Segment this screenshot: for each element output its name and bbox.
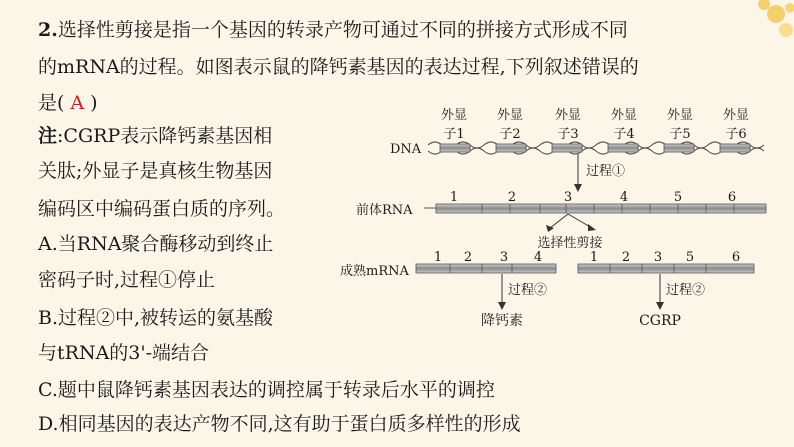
- answer-suffix: ): [90, 92, 98, 114]
- note-text-1: :CGRP表示降钙素基因相: [57, 125, 273, 147]
- pre-rna-bar: [436, 204, 766, 213]
- mature1-number-4: 4: [533, 250, 543, 265]
- process2-label-left: 过程②: [508, 283, 548, 298]
- exon-label-top-5: 外显: [666, 108, 694, 123]
- answer-text: A: [70, 92, 85, 114]
- option-a-line-2: 密码子时,过程①停止: [38, 269, 216, 291]
- pre-rna-number-3: 3: [563, 190, 573, 205]
- mature1-number-1: 1: [433, 250, 443, 265]
- mature-mrna-bar-1: [416, 264, 556, 273]
- pre-rna-label: 前体RNA: [356, 203, 413, 218]
- question-line-1: [38, 18, 628, 42]
- mature2-number-5: 6: [731, 250, 741, 265]
- note-line-1: [38, 124, 272, 148]
- mature2-number-1: 1: [589, 250, 599, 265]
- exon-label-bottom-3: 子3: [557, 127, 579, 142]
- mature2-number-4: 5: [685, 250, 695, 265]
- process1-arrowhead: [574, 184, 582, 192]
- dna-exon-2: [496, 144, 526, 152]
- answer-prefix: 是(: [38, 92, 65, 114]
- exon-label-top-2: 外显: [496, 108, 524, 123]
- question-line-2: 的mRNA的过程。如图表示鼠的降钙素基因的表达过程,下列叙述错误的: [38, 56, 639, 78]
- dna-exon-4: [608, 144, 638, 152]
- question-number: 2.: [38, 19, 58, 41]
- question-line-3: [38, 91, 98, 115]
- product-calcitonin: 降钙素: [481, 313, 523, 329]
- gene-expression-diagram: [340, 100, 780, 340]
- dna-label: DNA: [390, 142, 422, 157]
- mature2-number-2: 2: [621, 250, 631, 265]
- option-b-line-1: B.过程②中,被转运的氨基酸: [38, 307, 274, 329]
- note-line-2: 关肽;外显子是真核生物基因: [38, 160, 273, 182]
- splicing-label: 选择性剪接: [537, 236, 603, 251]
- exon-label-top-4: 外显: [610, 108, 638, 123]
- pre-rna-number-5: 5: [673, 190, 683, 205]
- mature1-number-2: 2: [463, 250, 473, 265]
- exon-label-bottom-5: 子5: [669, 127, 691, 142]
- option-a-line-1: A.当RNA聚合酶移动到终止: [38, 233, 274, 255]
- mature-mrna-bar-2: [578, 264, 754, 273]
- product-cgrp: CGRP: [639, 313, 681, 329]
- pre-rna-number-1: 1: [449, 190, 459, 205]
- exon-label-top-3: 外显: [554, 108, 582, 123]
- dna-exon-5: [664, 144, 694, 152]
- exon-label-top-1: 外显: [440, 108, 468, 123]
- dna-exon-3: [552, 144, 582, 152]
- option-c: C.题中鼠降钙素基因表达的调控属于转录后水平的调控: [38, 379, 495, 401]
- dna-strand: [428, 142, 764, 154]
- splicing-arrows: [550, 214, 592, 228]
- process2-label-right: 过程②: [666, 283, 706, 298]
- mature-mrna-label: 成熟mRNA: [340, 264, 409, 279]
- process1-label: 过程①: [586, 164, 626, 179]
- pre-rna-number-6: 6: [727, 190, 737, 205]
- exon-label-bottom-2: 子2: [499, 127, 521, 142]
- dna-exon-6: [720, 144, 750, 152]
- note-line-3: 编码区中编码蛋白质的序列。: [38, 198, 286, 220]
- exon-label-bottom-4: 子4: [613, 127, 635, 142]
- pre-rna-number-4: 4: [619, 190, 629, 205]
- question-text-1: 选择性剪接是指一个基因的转录产物可通过不同的拼接方式形成不同: [57, 19, 628, 41]
- mature2-number-3: 3: [653, 250, 663, 265]
- option-b-line-2: 与tRNA的3'-端结合: [38, 342, 210, 364]
- note-label: 注: [38, 125, 58, 147]
- flower-decoration: [724, 0, 794, 60]
- exon-label-bottom-6: 子6: [725, 127, 747, 142]
- exon-label-bottom-1: 子1: [443, 127, 465, 142]
- exon-label-top-6: 外显: [722, 108, 750, 123]
- option-d: D.相同基因的表达产物不同,这有助于蛋白质多样性的形成: [38, 413, 521, 435]
- dna-exon-1: [440, 144, 470, 152]
- pre-rna-number-2: 2: [507, 190, 517, 205]
- mature1-number-3: 3: [499, 250, 509, 265]
